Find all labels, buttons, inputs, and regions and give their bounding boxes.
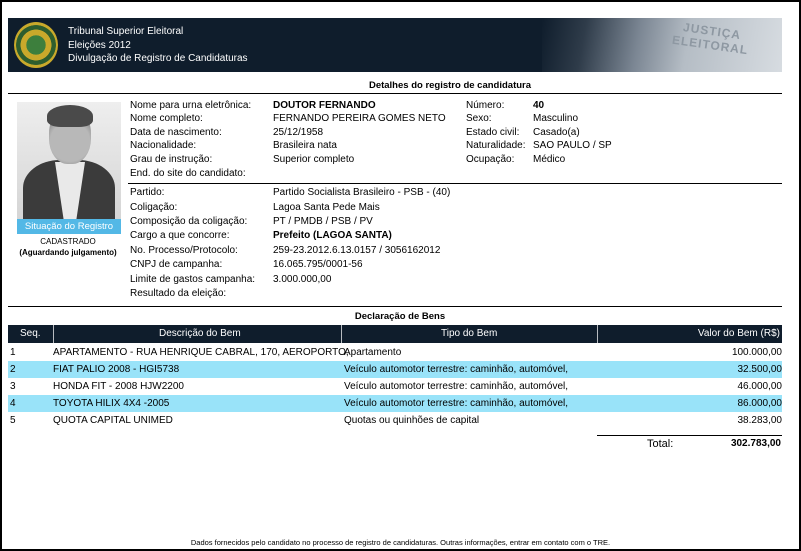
coalition-label: Coligação: bbox=[130, 202, 178, 213]
column-value: Valor do Bem (R$) bbox=[697, 328, 780, 339]
candidacy-rule bbox=[8, 306, 782, 307]
row-value: 38.283,00 bbox=[737, 415, 782, 426]
education-value: Superior completo bbox=[273, 154, 355, 165]
party-label: Partido: bbox=[130, 187, 165, 198]
sex-value: Masculino bbox=[533, 113, 579, 124]
birth-date-label: Data de nascimento: bbox=[130, 127, 222, 138]
civil-status-value: Casado(a) bbox=[533, 127, 580, 138]
row-description: QUOTA CAPITAL UNIMED bbox=[53, 415, 173, 426]
civil-status-label: Estado civil: bbox=[466, 127, 520, 138]
row-seq: 4 bbox=[10, 398, 16, 409]
registration-substatus: (Aguardando julgamento) bbox=[19, 248, 117, 257]
header-ballot-box-image bbox=[542, 18, 782, 72]
full-name-label: Nome completo: bbox=[130, 113, 203, 124]
header-line-2: Eleições 2012 bbox=[68, 39, 131, 51]
occupation-value: Médico bbox=[533, 154, 566, 165]
number-label: Número: bbox=[466, 100, 505, 111]
header-stamp: JUSTIÇA ELEITORAL bbox=[671, 20, 750, 58]
details-title-rule bbox=[8, 93, 782, 94]
total-label: Total: bbox=[647, 438, 674, 450]
registration-status-label: Situação do Registro bbox=[17, 219, 121, 234]
row-value: 32.500,00 bbox=[737, 364, 782, 375]
row-description: TOYOTA HILIX 4X4 -2005 bbox=[53, 398, 170, 409]
header-line-3: Divulgação de Registro de Candidaturas bbox=[68, 53, 248, 64]
birth-date-value: 25/12/1958 bbox=[273, 127, 324, 138]
table-row bbox=[8, 344, 782, 361]
personal-rule bbox=[128, 183, 782, 184]
row-value: 100.000,00 bbox=[731, 347, 782, 358]
row-type: Veículo automotor terrestre: caminhão, automóvel, bbox=[344, 381, 569, 392]
nationality-label: Nacionalidade: bbox=[130, 140, 197, 151]
row-type: Apartamento bbox=[344, 347, 402, 358]
column-type: Tipo do Bem bbox=[441, 328, 498, 339]
assets-table-header bbox=[8, 325, 782, 343]
table-row bbox=[8, 412, 782, 429]
cnpj-label: CNPJ de campanha: bbox=[130, 259, 223, 270]
process-value: 259-23.2012.6.13.0157 / 3056162012 bbox=[273, 245, 441, 256]
office-value: Prefeito (LAGOA SANTA) bbox=[273, 230, 392, 241]
row-seq: 2 bbox=[10, 364, 16, 375]
row-value: 86.000,00 bbox=[737, 398, 782, 409]
row-seq: 5 bbox=[10, 415, 16, 426]
urna-name-label: Nome para urna eletrônica: bbox=[130, 100, 252, 111]
coalition-composition-label: Composição da coligação: bbox=[130, 216, 248, 227]
full-name-value: FERNANDO PEREIRA GOMES NETO bbox=[273, 113, 446, 124]
spending-limit-value: 3.000.000,00 bbox=[273, 274, 332, 285]
column-seq: Seq. bbox=[20, 328, 41, 339]
table-row bbox=[8, 378, 782, 395]
election-result-label: Resultado da eleição: bbox=[130, 288, 227, 299]
birthplace-label: Naturalidade: bbox=[466, 140, 526, 151]
education-label: Grau de instrução: bbox=[130, 154, 213, 165]
row-type: Veículo automotor terrestre: caminhão, automóvel, bbox=[344, 398, 569, 409]
row-description: HONDA FIT - 2008 HJW2200 bbox=[53, 381, 184, 392]
candidate-photo bbox=[17, 102, 121, 219]
row-description: FIAT PALIO 2008 - HGI5738 bbox=[53, 364, 180, 375]
total-rule bbox=[597, 435, 782, 436]
row-seq: 1 bbox=[10, 347, 16, 358]
coalition-value: Lagoa Santa Pede Mais bbox=[273, 202, 380, 213]
process-label: No. Processo/Protocolo: bbox=[130, 245, 238, 256]
row-value: 46.000,00 bbox=[737, 381, 782, 392]
brasil-coat-of-arms-icon bbox=[14, 22, 58, 68]
spending-limit-label: Limite de gastos campanha: bbox=[130, 274, 256, 285]
table-row bbox=[8, 361, 782, 378]
row-type: Veículo automotor terrestre: caminhão, automóvel, bbox=[344, 364, 569, 375]
urna-name-value: DOUTOR FERNANDO bbox=[273, 100, 376, 111]
header-banner bbox=[8, 18, 782, 72]
occupation-label: Ocupação: bbox=[466, 154, 515, 165]
birthplace-value: SAO PAULO / SP bbox=[533, 140, 612, 151]
cnpj-value: 16.065.795/0001-56 bbox=[273, 259, 363, 270]
footer-note: Dados fornecidos pelo candidato no processo de registro de candidaturas. Outras informações, entrar em contato com o TRE. bbox=[190, 538, 611, 547]
row-type: Quotas ou quinhões de capital bbox=[344, 415, 480, 426]
header-line-1: Tribunal Superior Eleitoral bbox=[68, 26, 184, 37]
details-title: Detalhes do registro de candidatura bbox=[368, 80, 532, 91]
column-description: Descrição do Bem bbox=[159, 328, 241, 339]
party-value: Partido Socialista Brasileiro - PSB - (40) bbox=[273, 187, 451, 198]
number-value: 40 bbox=[533, 100, 545, 111]
sex-label: Sexo: bbox=[466, 113, 492, 124]
table-row bbox=[8, 395, 782, 412]
nationality-value: Brasileira nata bbox=[273, 140, 337, 151]
office-label: Cargo a que concorre: bbox=[130, 230, 230, 241]
total-value: 302.783,00 bbox=[730, 438, 781, 449]
coalition-composition-value: PT / PMDB / PSB / PV bbox=[273, 216, 373, 227]
row-description: APARTAMENTO - RUA HENRIQUE CABRAL, 170, AEROPORTO, bbox=[53, 347, 349, 358]
row-seq: 3 bbox=[10, 381, 16, 392]
assets-title: Declaração de Bens bbox=[354, 311, 446, 322]
registration-status: CADASTRADO bbox=[40, 237, 96, 246]
header-text bbox=[68, 25, 248, 66]
website-label: End. do site do candidato: bbox=[130, 168, 246, 179]
